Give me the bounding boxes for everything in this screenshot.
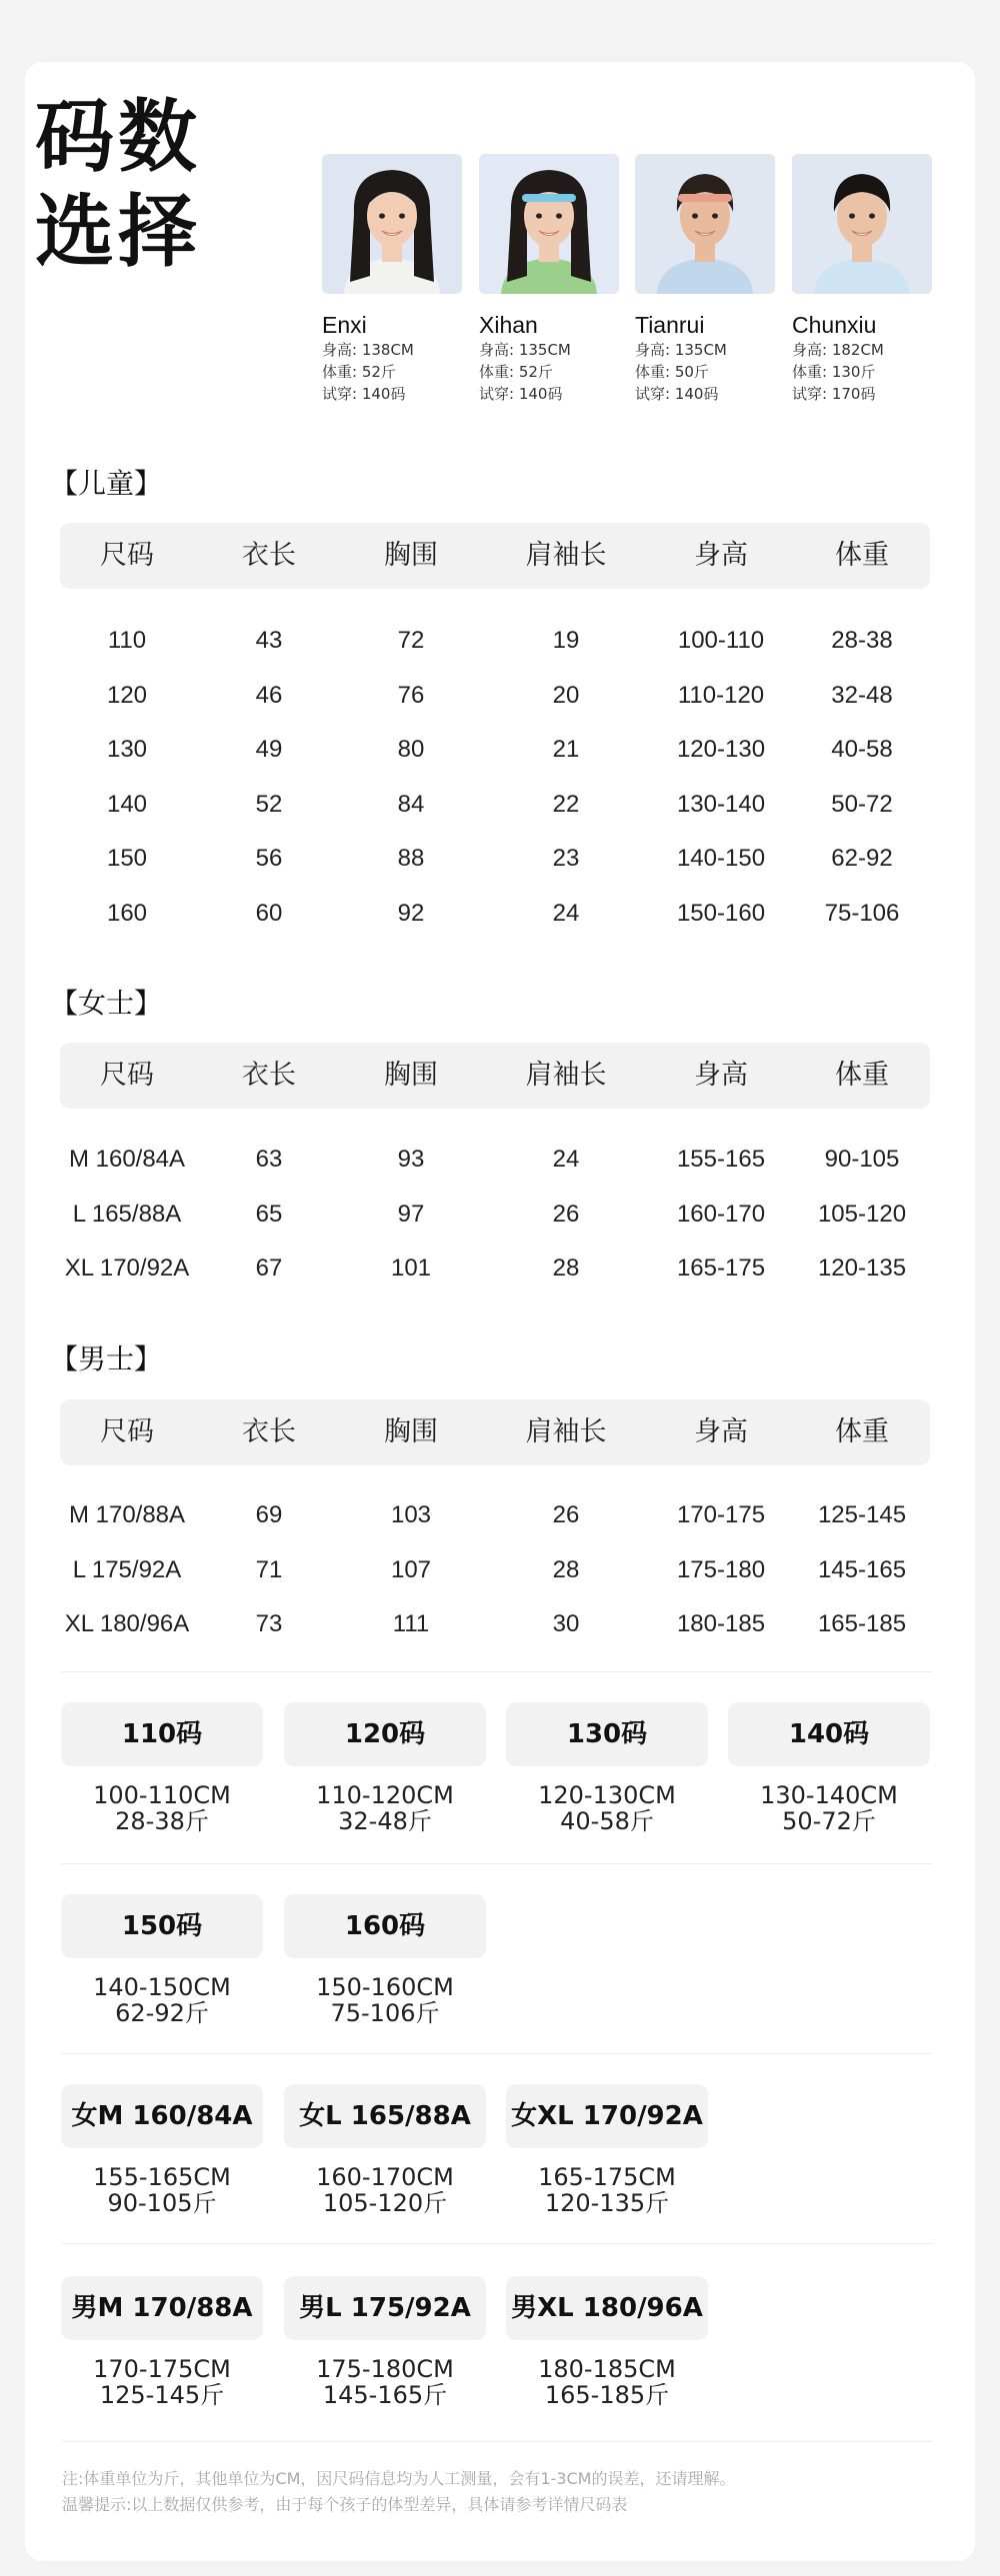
model-photo bbox=[792, 154, 932, 294]
model-height: 身高: 135CM bbox=[635, 341, 727, 359]
chest-cell: 107 bbox=[390, 1555, 432, 1583]
size-cell: M 160/84A bbox=[68, 1146, 186, 1173]
length-cell: 46 bbox=[255, 681, 283, 709]
table-row bbox=[60, 669, 930, 723]
height-cell: 175-180 bbox=[676, 1555, 766, 1583]
height-cell: 120-130 bbox=[676, 736, 766, 763]
size-chip-weight: 32-48斤 bbox=[338, 1807, 432, 1835]
sleeve-cell: 20 bbox=[552, 681, 580, 709]
table-row bbox=[60, 778, 930, 832]
table-row bbox=[60, 1133, 930, 1187]
column-header: 胸围 bbox=[384, 1060, 438, 1091]
height-cell: 165-175 bbox=[676, 1255, 766, 1282]
height-cell: 170-175 bbox=[676, 1501, 766, 1528]
section-title-men: 【男士】 bbox=[50, 1342, 163, 1375]
size-chip[interactable] bbox=[506, 2276, 708, 2408]
section-title-kids: 【儿童】 bbox=[50, 467, 163, 500]
column-header: 尺码 bbox=[100, 540, 154, 571]
length-cell: 43 bbox=[255, 627, 283, 654]
divider bbox=[62, 2243, 932, 2244]
size-cell: L 175/92A bbox=[72, 1555, 182, 1583]
height-cell: 140-150 bbox=[676, 845, 766, 872]
column-header: 胸围 bbox=[384, 1416, 438, 1447]
size-chip-weight: 50-72斤 bbox=[782, 1807, 876, 1835]
weight-cell: 75-106 bbox=[824, 899, 900, 927]
title-line-1: 码数 bbox=[35, 91, 201, 183]
column-header: 胸围 bbox=[384, 540, 438, 571]
size-chip-weight: 90-105斤 bbox=[107, 2189, 217, 2217]
chest-cell: 101 bbox=[390, 1255, 432, 1282]
sleeve-cell: 21 bbox=[552, 736, 580, 763]
height-cell: 180-185 bbox=[676, 1610, 766, 1637]
size-chip[interactable] bbox=[61, 2084, 263, 2216]
column-header: 衣长 bbox=[242, 1060, 296, 1091]
size-chip[interactable] bbox=[284, 2084, 486, 2216]
size-cell: 120 bbox=[106, 681, 148, 709]
size-cell: XL 170/92A bbox=[64, 1255, 190, 1282]
model-height: 身高: 182CM bbox=[792, 341, 884, 359]
table-row bbox=[60, 832, 930, 886]
model-card bbox=[792, 154, 932, 405]
size-chip-height: 155-165CM bbox=[93, 2163, 231, 2191]
model-weight: 体重: 50斤 bbox=[635, 363, 709, 381]
size-chip-height: 130-140CM bbox=[760, 1781, 898, 1809]
column-header: 尺码 bbox=[100, 1416, 154, 1447]
height-cell: 110-120 bbox=[677, 681, 765, 709]
size-chip-weight: 120-135斤 bbox=[544, 2189, 670, 2217]
size-chip-height: 150-160CM bbox=[316, 1973, 454, 2001]
size-chip-height: 170-175CM bbox=[93, 2355, 231, 2383]
size-cell: 140 bbox=[106, 790, 148, 818]
sleeve-cell: 28 bbox=[552, 1255, 580, 1282]
model-tried-size: 试穿: 170码 bbox=[792, 385, 876, 403]
model-weight: 体重: 52斤 bbox=[479, 363, 553, 381]
model-height: 身高: 135CM bbox=[479, 341, 571, 359]
weight-cell: 165-185 bbox=[817, 1610, 907, 1637]
model-weight: 体重: 52斤 bbox=[322, 363, 396, 381]
column-header: 身高 bbox=[694, 540, 748, 571]
column-header: 肩袖长 bbox=[525, 1416, 607, 1447]
size-chip-height: 100-110CM bbox=[93, 1781, 231, 1809]
size-chip[interactable] bbox=[61, 1702, 263, 1834]
sleeve-cell: 26 bbox=[552, 1501, 580, 1528]
divider bbox=[62, 1863, 932, 1864]
size-chip-height: 110-120CM bbox=[316, 1781, 454, 1809]
size-chip-weight: 145-165斤 bbox=[322, 2381, 448, 2409]
size-chip[interactable] bbox=[284, 2276, 486, 2408]
size-chip-label: 女XL 170/92A bbox=[506, 2084, 708, 2148]
size-chip-weight: 40-58斤 bbox=[560, 1807, 654, 1835]
sleeve-cell: 22 bbox=[552, 790, 580, 818]
table-row bbox=[60, 1597, 930, 1651]
size-cell: 160 bbox=[106, 899, 148, 927]
weight-cell: 32-48 bbox=[831, 681, 893, 709]
size-chip-label: 男M 170/88A bbox=[61, 2276, 263, 2340]
weight-cell: 145-165 bbox=[817, 1555, 907, 1583]
model-card bbox=[635, 154, 775, 405]
column-header: 体重 bbox=[835, 1416, 889, 1447]
footnote-tip: 温馨提示:以上数据仅供参考，由于每个孩子的体型差异，具体请参考详情尺码表 bbox=[62, 2495, 628, 2514]
size-chip-height: 175-180CM bbox=[316, 2355, 454, 2383]
length-cell: 56 bbox=[255, 845, 283, 872]
model-card bbox=[322, 154, 462, 405]
chest-cell: 88 bbox=[397, 845, 425, 872]
height-cell: 100-110 bbox=[677, 627, 765, 654]
size-cell: XL 180/96A bbox=[64, 1610, 190, 1637]
chest-cell: 72 bbox=[397, 627, 425, 654]
length-cell: 71 bbox=[255, 1555, 283, 1583]
weight-cell: 62-92 bbox=[831, 845, 893, 872]
model-list bbox=[322, 154, 942, 414]
size-cell: 150 bbox=[106, 845, 148, 872]
size-chip-weight: 125-145斤 bbox=[99, 2381, 225, 2409]
column-header: 尺码 bbox=[100, 1060, 154, 1091]
size-chip[interactable] bbox=[506, 2084, 708, 2216]
table-row bbox=[60, 1188, 930, 1242]
size-cell: L 165/88A bbox=[72, 1200, 182, 1228]
sleeve-cell: 26 bbox=[552, 1200, 580, 1228]
divider bbox=[62, 2053, 932, 2054]
table-header bbox=[60, 1399, 930, 1465]
length-cell: 67 bbox=[255, 1255, 283, 1282]
sleeve-cell: 28 bbox=[552, 1555, 580, 1583]
length-cell: 52 bbox=[255, 790, 283, 818]
table-row bbox=[60, 614, 930, 668]
size-cell: 110 bbox=[107, 627, 147, 654]
size-chip-weight: 105-120斤 bbox=[322, 2189, 448, 2217]
size-chip[interactable] bbox=[284, 1894, 486, 2026]
size-chip-height: 160-170CM bbox=[316, 2163, 454, 2191]
chest-cell: 84 bbox=[397, 790, 425, 818]
model-name: Tianrui bbox=[635, 312, 705, 338]
size-chip-label: 女M 160/84A bbox=[61, 2084, 263, 2148]
size-cell: M 170/88A bbox=[68, 1501, 186, 1528]
size-chip-weight: 165-185斤 bbox=[544, 2381, 670, 2409]
size-chip-height: 165-175CM bbox=[538, 2163, 676, 2191]
size-chip-weight: 28-38斤 bbox=[115, 1807, 209, 1835]
chest-cell: 92 bbox=[397, 899, 425, 927]
size-chip-label: 160码 bbox=[284, 1894, 486, 1958]
chest-cell: 97 bbox=[397, 1200, 425, 1228]
size-chip-height: 120-130CM bbox=[538, 1781, 676, 1809]
length-cell: 69 bbox=[255, 1501, 283, 1528]
model-portrait-icon bbox=[322, 154, 462, 294]
chest-cell: 93 bbox=[397, 1146, 425, 1173]
model-portrait-icon bbox=[792, 154, 932, 294]
model-name: Xihan bbox=[479, 312, 538, 338]
weight-cell: 125-145 bbox=[817, 1501, 907, 1528]
section-title-women: 【女士】 bbox=[50, 987, 163, 1020]
height-cell: 160-170 bbox=[676, 1200, 766, 1228]
model-name: Enxi bbox=[322, 312, 367, 338]
size-chip[interactable] bbox=[61, 2276, 263, 2408]
table-row bbox=[60, 1488, 930, 1542]
size-chip[interactable] bbox=[61, 1894, 263, 2026]
table-header bbox=[60, 523, 930, 589]
table-header bbox=[60, 1043, 930, 1109]
model-tried-size: 试穿: 140码 bbox=[322, 385, 406, 403]
size-chip-weight: 75-106斤 bbox=[330, 1999, 440, 2027]
length-cell: 60 bbox=[255, 899, 283, 927]
model-card bbox=[479, 154, 619, 405]
length-cell: 63 bbox=[255, 1146, 283, 1173]
page-title bbox=[35, 90, 235, 280]
height-cell: 130-140 bbox=[676, 790, 766, 818]
table-row bbox=[60, 1242, 930, 1295]
sleeve-cell: 24 bbox=[552, 1146, 580, 1173]
table-row bbox=[60, 1543, 930, 1597]
size-chip-height: 180-185CM bbox=[538, 2355, 676, 2383]
table-row bbox=[60, 723, 930, 777]
column-header: 肩袖长 bbox=[525, 540, 607, 571]
size-chip-weight: 62-92斤 bbox=[115, 1999, 209, 2027]
sleeve-cell: 30 bbox=[552, 1610, 580, 1637]
column-header: 肩袖长 bbox=[525, 1060, 607, 1091]
weight-cell: 105-120 bbox=[817, 1200, 907, 1228]
size-chip[interactable] bbox=[506, 1702, 708, 1834]
weight-cell: 120-135 bbox=[817, 1255, 907, 1282]
size-chip-label: 130码 bbox=[506, 1702, 708, 1766]
model-weight: 体重: 130斤 bbox=[792, 363, 876, 381]
model-photo bbox=[322, 154, 462, 294]
length-cell: 73 bbox=[255, 1610, 283, 1637]
weight-cell: 28-38 bbox=[831, 627, 893, 654]
column-header: 衣长 bbox=[242, 540, 296, 571]
size-chip-height: 140-150CM bbox=[93, 1973, 231, 2001]
column-header: 体重 bbox=[835, 1060, 889, 1091]
sleeve-cell: 24 bbox=[552, 899, 580, 927]
length-cell: 49 bbox=[255, 736, 283, 763]
model-portrait-icon bbox=[635, 154, 775, 294]
size-cell: 130 bbox=[106, 736, 148, 763]
weight-cell: 50-72 bbox=[831, 790, 893, 818]
column-header: 衣长 bbox=[242, 1416, 296, 1447]
length-cell: 65 bbox=[255, 1200, 283, 1228]
weight-cell: 90-105 bbox=[824, 1146, 900, 1173]
model-photo bbox=[479, 154, 619, 294]
size-chip-label: 140码 bbox=[728, 1702, 930, 1766]
size-chip-label: 男XL 180/96A bbox=[506, 2276, 708, 2340]
size-chip-label: 150码 bbox=[61, 1894, 263, 1958]
height-cell: 155-165 bbox=[676, 1146, 766, 1173]
model-portrait-icon bbox=[479, 154, 619, 294]
size-chip-label: 120码 bbox=[284, 1702, 486, 1766]
column-header: 身高 bbox=[694, 1416, 748, 1447]
model-photo bbox=[635, 154, 775, 294]
size-chip-label: 女L 165/88A bbox=[284, 2084, 486, 2148]
model-tried-size: 试穿: 140码 bbox=[479, 385, 563, 403]
table-row bbox=[60, 887, 930, 941]
model-height: 身高: 138CM bbox=[322, 341, 414, 359]
chest-cell: 76 bbox=[397, 681, 425, 709]
chest-cell: 80 bbox=[397, 736, 425, 763]
size-chip-label: 110码 bbox=[61, 1702, 263, 1766]
column-header: 体重 bbox=[835, 540, 889, 571]
size-chip[interactable] bbox=[728, 1702, 930, 1834]
title-line-2: 选择 bbox=[35, 186, 201, 278]
model-name: Chunxiu bbox=[792, 312, 877, 338]
chest-cell: 111 bbox=[392, 1610, 430, 1637]
sleeve-cell: 23 bbox=[552, 845, 580, 872]
model-tried-size: 试穿: 140码 bbox=[635, 385, 719, 403]
sleeve-cell: 19 bbox=[552, 627, 580, 654]
footnote-units: 注:体重单位为斤，其他单位为CM，因尺码信息均为人工测量，会有1-3CM的误差，还请理解。 bbox=[62, 2469, 736, 2488]
size-chip-label: 男L 175/92A bbox=[284, 2276, 486, 2340]
divider bbox=[62, 2441, 932, 2442]
size-chip[interactable] bbox=[284, 1702, 486, 1834]
weight-cell: 40-58 bbox=[831, 736, 893, 763]
divider bbox=[62, 1671, 932, 1672]
chest-cell: 103 bbox=[390, 1501, 432, 1528]
height-cell: 150-160 bbox=[676, 899, 766, 927]
column-header: 身高 bbox=[694, 1060, 748, 1091]
